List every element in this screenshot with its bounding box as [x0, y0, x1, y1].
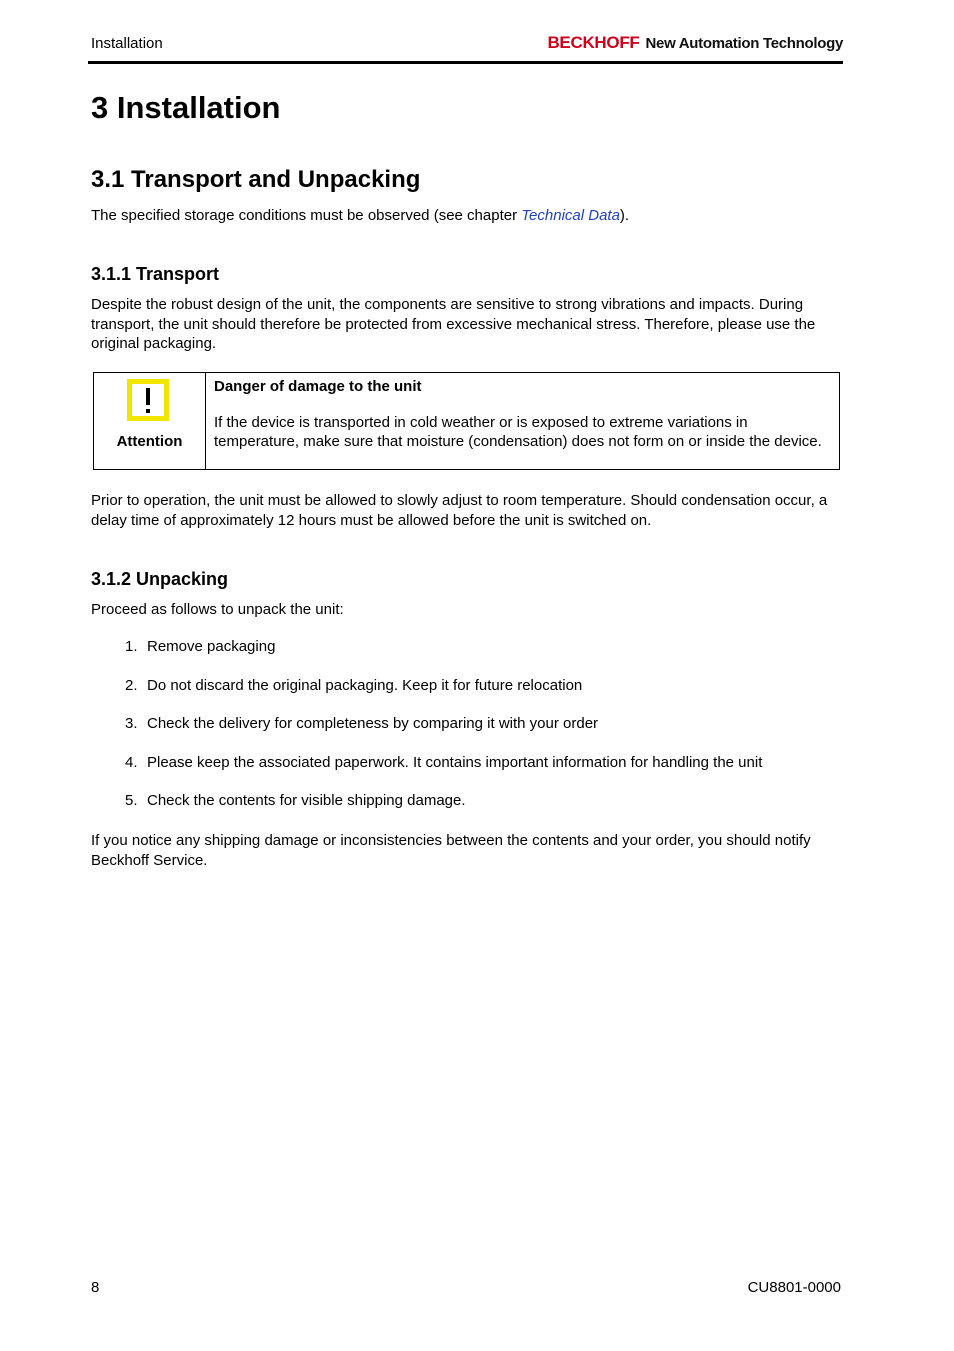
transport-text: Despite the robust design of the unit, the components are sensitive to strong vibrations and impacts. During transport, the unit should therefore be protected from excessive mechanical stress. Therefore, please use the original packaging. — [91, 296, 816, 352]
list-item-text: Check the contents for visible shipping damage. — [147, 792, 466, 809]
warning-exclamation-icon — [127, 379, 169, 421]
list-item-text: Do not discard the original packaging. Keep it for future relocation — [147, 676, 583, 694]
brand-logo-wordmark: BECKHOFF — [547, 33, 640, 52]
attention-note-title: Danger of damage to the unit — [214, 378, 422, 395]
attention-note-body: If the device is transported in cold weather or is exposed to extreme variations in temperature, make sure that moisture (condensation) does not form on or inside the device. — [214, 413, 822, 450]
unpacking-intro: Proceed as follows to unpack the unit: — [91, 601, 344, 618]
brand-logo — [547, 33, 843, 53]
section-intro-prefix: The specified storage conditions must be observed (see chapter — [91, 207, 522, 224]
list-item-text: Remove packaging — [147, 638, 276, 655]
section-intro — [91, 206, 831, 226]
product-code: CU8801-0000 — [747, 1279, 841, 1296]
chapter-title: 3 Installation — [91, 90, 281, 125]
section-title: 3.1 Transport and Unpacking — [91, 166, 421, 193]
list-item-text: Check the delivery for completeness by comparing it with your order — [147, 715, 599, 732]
brand-tagline: New Automation Technology — [645, 35, 843, 52]
attention-note-content — [214, 377, 824, 452]
section-intro-suffix: ). — [619, 207, 630, 224]
technical-data-link[interactable]: Technical Data — [521, 207, 620, 224]
attention-label: Attention — [116, 433, 183, 450]
transport-heading: 3.1.1 Transport — [91, 264, 220, 284]
page-number: 8 — [91, 1279, 100, 1296]
list-item-number: 3. — [125, 715, 138, 732]
list-item-number: 4. — [125, 753, 138, 771]
running-header-section: Installation — [91, 35, 163, 52]
list-item-number: 5. — [125, 792, 138, 809]
unpacking-closing: If you notice any shipping damage or inconsistencies between the contents and your order, you should notify Beckhoff Service. — [91, 832, 811, 869]
header-divider — [88, 61, 843, 64]
attention-note — [93, 372, 840, 470]
list-item-number: 1. — [125, 638, 138, 655]
unpacking-heading: 3.1.2 Unpacking — [91, 569, 229, 589]
list-item-number: 2. — [125, 676, 138, 694]
transport-after-text: Prior to operation, the unit must be allowed to slowly adjust to room temperature. Should condensation occur, a delay time of approximately 12 hours must be allowed before the unit is switched on. — [91, 492, 828, 529]
attention-note-icon-cell — [94, 373, 206, 469]
list-item-text: Please keep the associated paperwork. It contains important information for handling the unit — [147, 753, 763, 771]
